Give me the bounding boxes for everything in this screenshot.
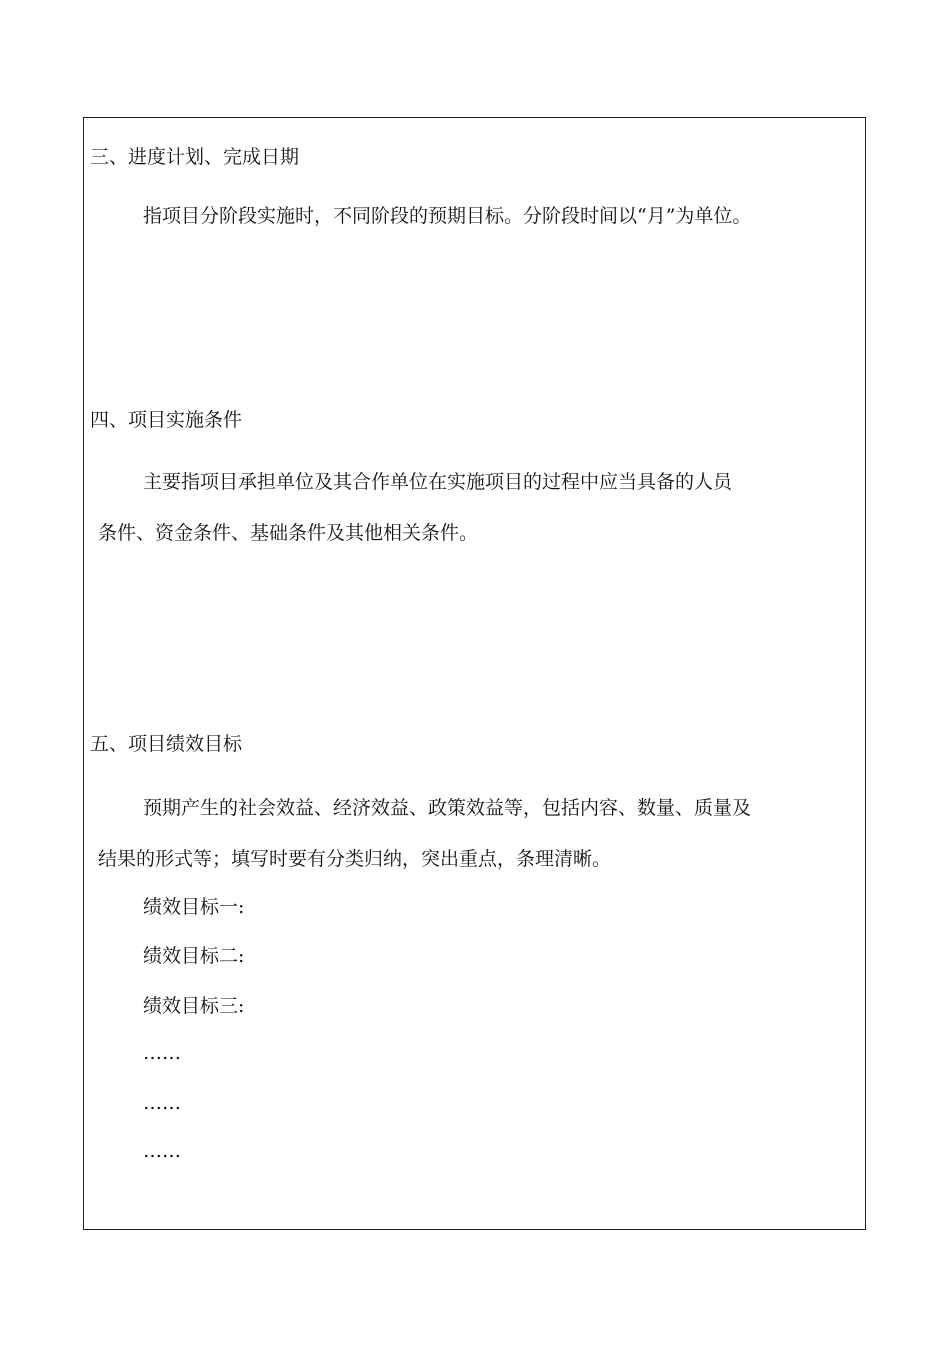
section-description-schedule: 指项目分阶段实施时，不同阶段的预期目标。分阶段时间以“月”为单位。 — [143, 205, 752, 227]
ellipsis-placeholder: …… — [143, 1042, 181, 1064]
section-description-performance-line2: 结果的形式等；填写时要有分类归纳，突出重点，条理清晰。 — [98, 848, 612, 870]
performance-goal-1: 绩效目标一: — [143, 896, 245, 918]
section-heading-schedule: 三、进度计划、完成日期 — [90, 146, 300, 168]
performance-goal-2: 绩效目标二: — [143, 945, 245, 967]
ellipsis-placeholder: …… — [143, 1092, 181, 1114]
section-description-conditions-line1: 主要指项目承担单位及其合作单位在实施项目的过程中应当具备的人员 — [143, 471, 733, 493]
section-heading-performance: 五、项目绩效目标 — [90, 733, 243, 755]
section-description-performance-line1: 预期产生的社会效益、经济效益、政策效益等，包括内容、数量、质量及 — [143, 797, 752, 819]
form-table-cell — [83, 117, 866, 1230]
ellipsis-placeholder: …… — [143, 1140, 181, 1162]
section-heading-conditions: 四、项目实施条件 — [90, 409, 243, 431]
performance-goal-3: 绩效目标三: — [143, 995, 245, 1017]
section-description-conditions-line2: 条件、资金条件、基础条件及其他相关条件。 — [98, 522, 479, 544]
